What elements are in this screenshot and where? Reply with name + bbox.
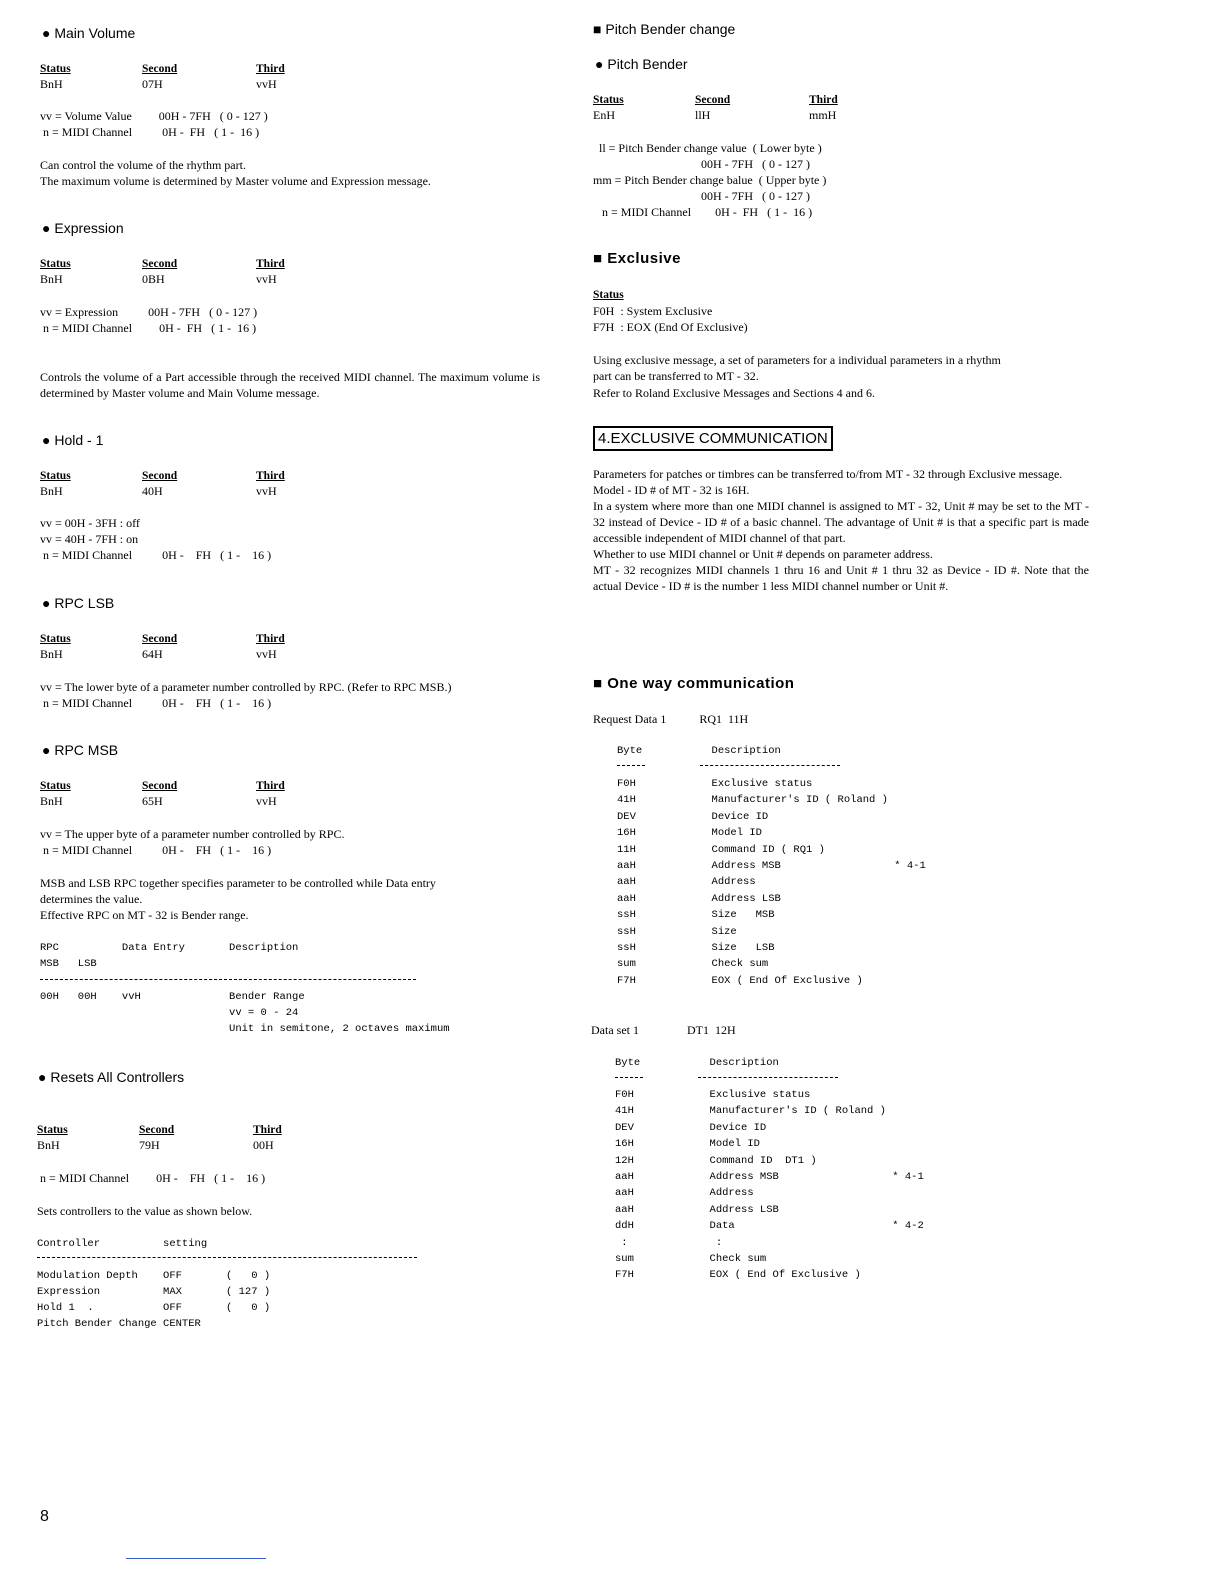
hold-heading: ● Hold - 1: [42, 432, 104, 448]
rpc-table-head-2: MSB LSB: [40, 958, 97, 970]
rpc-msb-header-row: Status Second Third: [40, 780, 285, 792]
rq1-table-row: 11H Command ID ( RQ1 ): [617, 843, 825, 856]
expression-heading: ● Expression: [42, 220, 124, 236]
resets-table-row-3: Hold 1 . OFF ( 0 ): [37, 1302, 271, 1314]
rpc-table-row-1: 00H 00H vvH Bender Range: [40, 991, 305, 1003]
dt1-table-row: DEV Device ID: [615, 1121, 767, 1134]
main-volume-note-1: Can control the volume of the rhythm part.: [40, 158, 246, 172]
rpc-table-row-3: Unit in semitone, 2 octaves maximum: [40, 1023, 450, 1035]
rpc-lsb-def-2: n = MIDI Channel 0H - FH ( 1 - 16 ): [40, 696, 272, 710]
expression-note: Controls the volume of a Part accessible through the received MIDI channel. The maximum volume is determined by Master volume and Main Volume message.: [40, 370, 540, 400]
rpc-lsb-header-row: Status Second Third: [40, 633, 285, 645]
resets-def-1: n = MIDI Channel 0H - FH ( 1 - 16 ): [37, 1171, 266, 1185]
pitch-bender-def-5: n = MIDI Channel 0H - FH ( 1 - 16 ): [593, 205, 813, 219]
pitch-bender-def-1: ll = Pitch Bender change value ( Lower byte ): [593, 141, 822, 155]
rq1-rule-byte: [617, 765, 645, 766]
resets-header-row: Status Second Third: [37, 1124, 282, 1136]
resets-value-row: BnH 79H 00H: [37, 1138, 274, 1152]
dt1-table-row: 16H Model ID: [615, 1138, 760, 1151]
pitch-bender-def-2: 00H - 7FH ( 0 - 127 ): [593, 157, 810, 171]
resets-table-row-2: Expression MAX ( 127 ): [37, 1286, 271, 1298]
rpc-table-row-2: vv = 0 - 24: [40, 1007, 299, 1019]
main-volume-value-row: BnH 07H vvH: [40, 77, 277, 91]
rq1-table-row: aaH Address MSB * 4-1: [617, 860, 926, 872]
dt1-rule-desc: [698, 1077, 838, 1078]
dt1-rule-byte: [615, 1077, 643, 1078]
hold-value-row: BnH 40H vvH: [40, 484, 277, 498]
main-volume-heading: ● Main Volume: [42, 25, 136, 41]
rq1-table-row: ssH Size MSB: [617, 909, 775, 922]
exclusive-heading: ■ Exclusive: [593, 250, 681, 267]
main-volume-def-2: n = MIDI Channel 0H - FH ( 1 - 16 ): [40, 125, 260, 139]
pitch-bender-change-heading: ■ Pitch Bender change: [593, 21, 736, 37]
one-way-heading: ■ One way communication: [593, 675, 795, 692]
exclusive-note-3: Refer to Roland Exclusive Messages and Sections 4 and 6.: [593, 386, 875, 400]
rpc-msb-def-2: n = MIDI Channel 0H - FH ( 1 - 16 ): [40, 843, 272, 857]
resets-table-head: Controller setting: [37, 1238, 208, 1250]
main-volume-header-row: Status Second Third: [40, 63, 285, 75]
dt1-table-row: aaH Address MSB * 4-1: [615, 1171, 924, 1183]
rq1-table-row: DEV Device ID: [617, 810, 769, 823]
expression-def-2: n = MIDI Channel 0H - FH ( 1 - 16 ): [40, 321, 257, 335]
resets-table-rule: [37, 1257, 417, 1258]
rq1-table-row: sum Check sum: [617, 958, 769, 971]
rpc-msb-note-3: Effective RPC on MT - 32 is Bender range.: [40, 908, 249, 922]
rpc-msb-value-row: BnH 65H vvH: [40, 794, 277, 808]
rq1-label: Request Data 1 RQ1 11H: [593, 712, 749, 726]
footer-rule: [126, 1558, 266, 1559]
rq1-table-row: F0H Exclusive status: [617, 778, 813, 790]
dt1-table-row: sum Check sum: [615, 1253, 767, 1265]
main-volume-def-1: vv = Volume Value 00H - 7FH ( 0 - 127 ): [40, 109, 268, 123]
section-title: 4.EXCLUSIVE COMMUNICATION: [593, 426, 833, 451]
rpc-lsb-def-1: vv = The lower byte of a parameter number controlled by RPC. (Refer to RPC MSB.): [40, 680, 452, 694]
rq1-table-row: 16H Model ID: [617, 827, 762, 840]
pitch-bender-def-3: mm = Pitch Bender change balue ( Upper byte ): [593, 173, 827, 187]
exclusive-communication-text: Parameters for patches or timbres can be transferred to/from MT - 32 through Exclusive message. Model - ID # of MT - 32 is 16H. In a system where more than one MIDI channel is assigned to MT - 32, Unit # may be set to the MT - 32 instead of Device - ID # of a basic channel. The advantage of Unit # is that a specific part is made accessible independent of MIDI channel of that part. Whether to use MIDI channel or Unit # depends on parameter address. MT - 32 recognizes MIDI channels 1 thru 16 and Unit # 1 thru 32 as Device - ID #. Note that the actual Device - ID # is the number 1 less MIDI channel number or Unit #.: [593, 467, 1089, 593]
resets-note: Sets controllers to the value as shown below.: [37, 1204, 253, 1218]
pitch-bender-def-4: 00H - 7FH ( 0 - 127 ): [593, 189, 810, 203]
exclusive-note-1: Using exclusive message, a set of parameters for a individual parameters in a rhythm: [593, 353, 1001, 367]
dt1-table-row: : :: [615, 1236, 723, 1249]
dt1-table-row: 41H Manufacturer's ID ( Roland ): [615, 1105, 886, 1118]
rq1-table-row: aaH Address: [617, 876, 756, 889]
dt1-table-row: aaH Address LSB: [615, 1203, 779, 1216]
resets-heading: ● Resets All Controllers: [38, 1069, 185, 1085]
hold-def-3: n = MIDI Channel 0H - FH ( 1 - 16 ): [40, 548, 272, 562]
dt1-table-row: ddH Data * 4-2: [615, 1220, 924, 1233]
rq1-table-row: F7H EOX ( End Of Exclusive ): [617, 974, 863, 987]
rq1-table-row: aaH Address LSB: [617, 892, 781, 905]
pitch-bender-value-row: EnH llH mmH: [593, 108, 837, 122]
rq1-rule-desc: [700, 765, 840, 766]
exclusive-note-2: part can be transferred to MT - 32.: [593, 369, 759, 383]
expression-header-row: Status Second Third: [40, 258, 285, 270]
resets-table-row-4: Pitch Bender Change CENTER: [37, 1318, 201, 1330]
rpc-msb-note-2: determines the value.: [40, 892, 143, 906]
dt1-table-row: 12H Command ID DT1 ): [615, 1154, 817, 1167]
rpc-table-rule: [40, 979, 416, 980]
expression-def-1: vv = Expression 00H - 7FH ( 0 - 127 ): [40, 305, 258, 319]
pitch-bender-header-row: Status Second Third: [593, 94, 838, 106]
resets-table-row-1: Modulation Depth OFF ( 0 ): [37, 1270, 271, 1282]
dt1-label: Data set 1 DT1 12H: [591, 1023, 736, 1037]
dt1-table-row: F0H Exclusive status: [615, 1089, 811, 1101]
exclusive-status-label: Status: [593, 289, 624, 301]
exclusive-def-1: F0H : System Exclusive: [593, 304, 713, 318]
rpc-msb-def-1: vv = The upper byte of a parameter number controlled by RPC.: [40, 827, 345, 841]
rq1-table-head: Byte Description: [617, 745, 781, 757]
dt1-table-head: Byte Description: [615, 1057, 779, 1069]
rpc-msb-heading: ● RPC MSB: [42, 742, 119, 758]
hold-def-1: vv = 00H - 3FH : off: [40, 516, 140, 530]
rpc-table-head-1: RPC Data Entry Description: [40, 942, 299, 954]
hold-def-2: vv = 40H - 7FH : on: [40, 532, 139, 546]
expression-value-row: BnH 0BH vvH: [40, 272, 277, 286]
pitch-bender-heading: ● Pitch Bender: [595, 56, 688, 72]
rpc-lsb-value-row: BnH 64H vvH: [40, 647, 277, 661]
dt1-table-row: F7H EOX ( End Of Exclusive ): [615, 1269, 861, 1282]
rpc-lsb-heading: ● RPC LSB: [42, 595, 115, 611]
rq1-table-row: ssH Size: [617, 925, 737, 938]
dt1-table-row: aaH Address: [615, 1187, 754, 1200]
rpc-msb-note-1: MSB and LSB RPC together specifies parameter to be controlled while Data entry: [40, 876, 436, 890]
rq1-table-row: ssH Size LSB: [617, 942, 775, 954]
rq1-table-row: 41H Manufacturer's ID ( Roland ): [617, 794, 888, 807]
main-volume-note-2: The maximum volume is determined by Master volume and Expression message.: [40, 174, 431, 188]
hold-header-row: Status Second Third: [40, 470, 285, 482]
main-volume-title: Main Volume: [54, 25, 136, 41]
page-number: 8: [40, 1508, 49, 1525]
exclusive-def-2: F7H : EOX (End Of Exclusive): [593, 320, 748, 334]
